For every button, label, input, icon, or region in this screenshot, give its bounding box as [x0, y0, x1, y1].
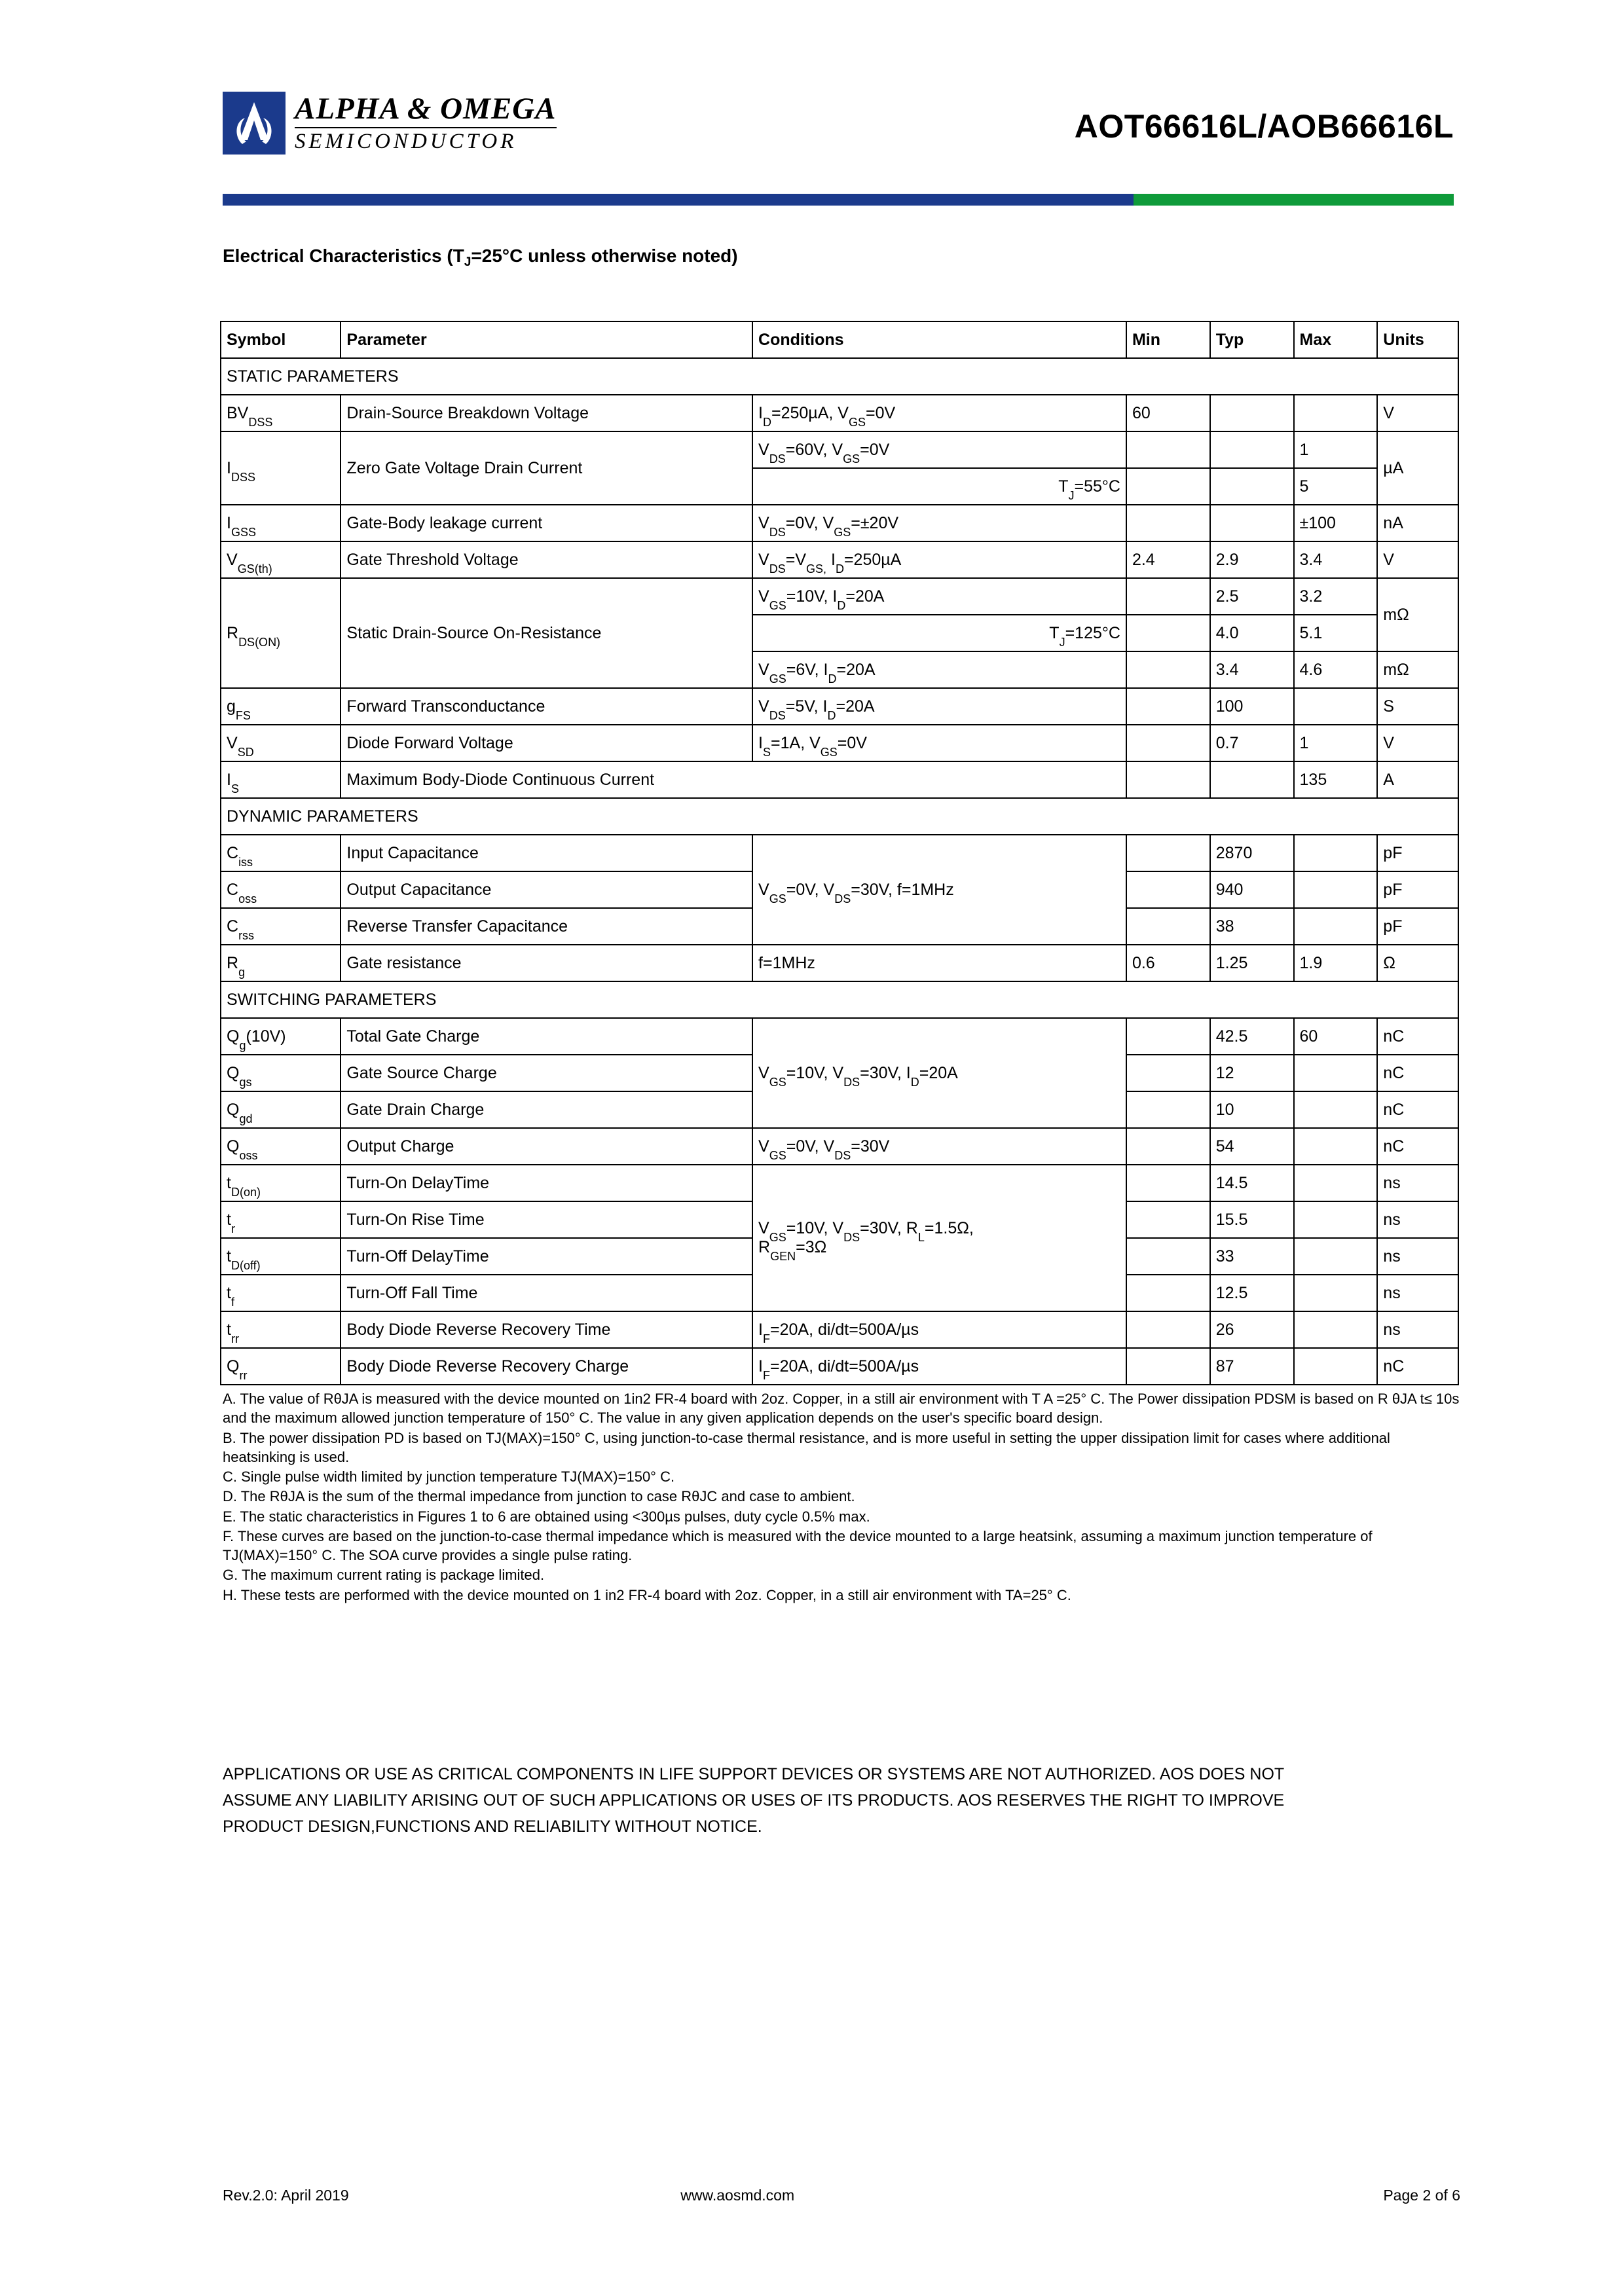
cell-max: 5 [1294, 468, 1378, 505]
cell-min: 60 [1126, 395, 1210, 431]
page-number: Page 2 of 6 [1383, 2187, 1460, 2204]
table-row [221, 1348, 1458, 1385]
cell-units: pF [1377, 908, 1458, 945]
cell-min [1126, 431, 1210, 468]
cell-units: V [1377, 541, 1458, 578]
cell-parameter: Turn-Off DelayTime [341, 1238, 752, 1275]
cell-conditions: $V_{GS}=0V$, $V_{DS}=30V$, f=1MHz [752, 835, 1126, 945]
table-row [221, 945, 1458, 981]
cell-typ [1210, 431, 1294, 468]
col-typ: Typ [1210, 321, 1294, 358]
logo-company-name: ALPHA & OMEGA [295, 92, 557, 126]
cell-typ: 10 [1210, 1091, 1294, 1128]
cell-symbol: $C_{iss}$ [221, 835, 341, 871]
cell-min [1126, 688, 1210, 725]
cell-conditions: $V_{DS}=0V$, $V_{GS}=\pm 20V$ [752, 505, 1126, 541]
cell-conditions: $V_{GS}=10V$, $V_{DS}=30V$, $I_D=20A$ [752, 1018, 1126, 1128]
cell-typ: 1.25 [1210, 945, 1294, 981]
cell-conditions: $V_{GS}=10V$, $V_{DS}=30V$, $R_L=1.5\Omega$, $R_{GEN}=3\Omega$ [752, 1165, 1126, 1311]
cell-parameter: Forward Transconductance [341, 688, 752, 725]
cell-min [1126, 1311, 1210, 1348]
logo-subtitle: SEMICONDUCTOR [295, 130, 517, 154]
cell-symbol: $Q_{rr}$ [221, 1348, 341, 1385]
cell-max [1294, 1238, 1378, 1275]
cell-conditions: $V_{GS}=6V$, $I_D=20A$ [752, 651, 1126, 688]
alpha-omega-logo-icon [223, 92, 286, 155]
cell-conditions: $I_F=20A$, di/dt=500A/µs [752, 1311, 1126, 1348]
table-group-row [221, 981, 1458, 1018]
table-header-row [221, 321, 1458, 358]
cell-parameter: Turn-Off Fall Time [341, 1275, 752, 1311]
revision-text: Rev.2.0: April 2019 [223, 2187, 349, 2204]
footnote-c: C. Single pulse width limited by junction temperature TJ(MAX)=150° C. [223, 1468, 675, 1485]
footnote-a: A. The value of RθJA is measured with the device mounted on 1in2 FR-4 board with 2oz. Copper, in a still air environment with T A =25° C. The Power dissipation PDSM is based on R θJA t≤ 10s and the maximum allowed junction temperature of 150° C. The value in any given application depends on the user's specific board design. [223, 1391, 1460, 1427]
cell-parameter: Gate Threshold Voltage [341, 541, 752, 578]
header-color-bar [223, 194, 1454, 206]
cell-symbol: $BV_{DSS}$ [221, 395, 341, 431]
cell-parameter: Static Drain-Source On-Resistance [341, 578, 752, 688]
cell-parameter: Total Gate Charge [341, 1018, 752, 1055]
cell-typ: 12.5 [1210, 1275, 1294, 1311]
cell-units: pF [1377, 835, 1458, 871]
cell-units: mΩ [1377, 578, 1458, 651]
cell-min [1126, 578, 1210, 615]
electrical-characteristics-table [220, 321, 1459, 1385]
table-row [221, 835, 1458, 871]
footnote-d: D. The RθJA is the sum of the thermal impedance from junction to case RθJC and case to ambient. [223, 1488, 855, 1505]
cell-max: 3.4 [1294, 541, 1378, 578]
cell-units: nC [1377, 1128, 1458, 1165]
cell-min: 2.4 [1126, 541, 1210, 578]
cell-conditions: $V_{GS}=10V$, $I_D=20A$ [752, 578, 1126, 615]
cell-typ: 15.5 [1210, 1201, 1294, 1238]
page-title-pre: Electrical Characteristics (T [223, 246, 464, 266]
table-group-row [221, 358, 1458, 395]
cell-units: µA [1377, 431, 1458, 505]
cell-typ: 87 [1210, 1348, 1294, 1385]
table-row [221, 431, 1458, 468]
cell-units: nC [1377, 1091, 1458, 1128]
page-title-sub: J [464, 255, 471, 269]
cell-typ: 3.4 [1210, 651, 1294, 688]
cell-min [1126, 1091, 1210, 1128]
cell-symbol: $Q_{oss}$ [221, 1128, 341, 1165]
cell-max [1294, 835, 1378, 871]
cell-max: 1 [1294, 431, 1378, 468]
cell-max [1294, 871, 1378, 908]
table-row [221, 1165, 1458, 1201]
cell-symbol: $t_{rr}$ [221, 1311, 341, 1348]
cell-min [1126, 651, 1210, 688]
cell-units: V [1377, 725, 1458, 761]
cell-max: 5.1 [1294, 615, 1378, 651]
cell-parameter: Drain-Source Breakdown Voltage [341, 395, 752, 431]
page-footer [223, 2187, 1460, 2204]
cell-typ: 14.5 [1210, 1165, 1294, 1201]
cell-units: ns [1377, 1238, 1458, 1275]
footnote-f: F. These curves are based on the junction-to-case thermal impedance which is measured with the device mounted to a large heatsink, assuming a maximum junction temperature of TJ(MAX)=150° C. The SOA curve provides a single pulse rating. [223, 1527, 1373, 1563]
cell-parameter: Output Charge [341, 1128, 752, 1165]
cell-min [1126, 1348, 1210, 1385]
cell-max [1294, 1201, 1378, 1238]
legal-disclaimer [223, 1761, 1460, 1840]
cell-max [1294, 908, 1378, 945]
table-row [221, 1018, 1458, 1055]
cell-units: A [1377, 761, 1458, 798]
table-row [221, 541, 1458, 578]
cell-conditions: $V_{GS}=0V$, $V_{DS}=30V$ [752, 1128, 1126, 1165]
cell-typ: 0.7 [1210, 725, 1294, 761]
cell-parameter: Body Diode Reverse Recovery Time [341, 1311, 752, 1348]
cell-min [1126, 761, 1210, 798]
cell-typ: 54 [1210, 1128, 1294, 1165]
cell-max [1294, 1055, 1378, 1091]
cell-parameter: Turn-On DelayTime [341, 1165, 752, 1201]
table-row [221, 761, 1458, 798]
cell-symbol: $t_r$ [221, 1201, 341, 1238]
cell-conditions: $V_{DS}=60V$, $V_{GS}=0V$ [752, 431, 1126, 468]
col-parameter: Parameter [341, 321, 752, 358]
table-row [221, 1128, 1458, 1165]
cell-max: 1.9 [1294, 945, 1378, 981]
cell-parameter: Turn-On Rise Time [341, 1201, 752, 1238]
disclaimer-line-3: PRODUCT DESIGN,FUNCTIONS AND RELIABILITY WITHOUT NOTICE. [223, 1817, 762, 1836]
cell-units: ns [1377, 1311, 1458, 1348]
cell-typ: 42.5 [1210, 1018, 1294, 1055]
cell-symbol: $R_g$ [221, 945, 341, 981]
cell-symbol: $t_{D(off)}$ [221, 1238, 341, 1275]
cell-symbol: $g_{FS}$ [221, 688, 341, 725]
page-header [223, 92, 1454, 177]
cell-symbol: $Q_{gd}$ [221, 1091, 341, 1128]
cell-parameter: Gate Source Charge [341, 1055, 752, 1091]
cell-symbol: $C_{oss}$ [221, 871, 341, 908]
table-row [221, 725, 1458, 761]
cell-symbol: $I_S$ [221, 761, 341, 798]
footnote-h: H. These tests are performed with the device mounted on 1 in2 FR-4 board with 2oz. Copper, in a still air environment with TA=25° C. [223, 1586, 1071, 1603]
group-switching-parameters: SWITCHING PARAMETERS [221, 981, 1458, 1018]
website-link[interactable]: www.aosmd.com [680, 2187, 795, 2204]
cell-symbol: $V_{SD}$ [221, 725, 341, 761]
cell-parameter: Gate-Body leakage current [341, 505, 752, 541]
page-title-post: =25°C unless otherwise noted) [471, 246, 738, 266]
cell-max: 3.2 [1294, 578, 1378, 615]
cell-units: ns [1377, 1275, 1458, 1311]
cell-max [1294, 1311, 1378, 1348]
cell-units: mΩ [1377, 651, 1458, 688]
cell-symbol: $t_{D(on)}$ [221, 1165, 341, 1201]
cell-min [1126, 468, 1210, 505]
cell-min [1126, 1128, 1210, 1165]
cell-conditions: $I_D=250\mu A$, $V_{GS}=0V$ [752, 395, 1126, 431]
cell-units: S [1377, 688, 1458, 725]
col-symbol: Symbol [221, 321, 341, 358]
cell-units: nA [1377, 505, 1458, 541]
cell-max: 1 [1294, 725, 1378, 761]
cell-max [1294, 1091, 1378, 1128]
cell-conditions: $I_F=20A$, di/dt=500A/µs [752, 1348, 1126, 1385]
cell-max: 60 [1294, 1018, 1378, 1055]
cell-units: nC [1377, 1018, 1458, 1055]
logo-divider [295, 127, 557, 128]
cell-typ: 2.5 [1210, 578, 1294, 615]
cell-typ: 2.9 [1210, 541, 1294, 578]
col-min: Min [1126, 321, 1210, 358]
cell-max: ±100 [1294, 505, 1378, 541]
cell-parameter: Body Diode Reverse Recovery Charge [341, 1348, 752, 1385]
group-dynamic-parameters: DYNAMIC PARAMETERS [221, 798, 1458, 835]
cell-max: 135 [1294, 761, 1378, 798]
cell-conditions: $I_S=1A$, $V_{GS}=0V$ [752, 725, 1126, 761]
cell-typ [1210, 505, 1294, 541]
company-logo [223, 92, 557, 155]
footnote-b: B. The power dissipation PD is based on TJ(MAX)=150° C, using junction-to-case thermal resistance, and is more useful in setting the upper dissipation limit for cases where additional heatsinking is used. [223, 1429, 1390, 1465]
cell-symbol: $V_{GS(th)}$ [221, 541, 341, 578]
cell-symbol: $C_{rss}$ [221, 908, 341, 945]
cell-min [1126, 835, 1210, 871]
cell-conditions: $T_J=55^\circ C$ [752, 468, 1126, 505]
cell-parameter: Reverse Transfer Capacitance [341, 908, 752, 945]
table-row [221, 505, 1458, 541]
cell-typ: 12 [1210, 1055, 1294, 1091]
table-row [221, 688, 1458, 725]
header-bar-green [1134, 194, 1454, 206]
cell-min [1126, 615, 1210, 651]
group-static-parameters: STATIC PARAMETERS [221, 358, 1458, 395]
footnotes [223, 1389, 1460, 1605]
cell-typ [1210, 468, 1294, 505]
cell-typ [1210, 761, 1294, 798]
table-group-row [221, 798, 1458, 835]
cell-typ: 33 [1210, 1238, 1294, 1275]
cell-conditions: $V_{DS}=V_{GS,}$ $I_D=250\mu A$ [752, 541, 1126, 578]
col-units: Units [1377, 321, 1458, 358]
cell-parameter: Input Capacitance [341, 835, 752, 871]
cell-max [1294, 1128, 1378, 1165]
cell-min: 0.6 [1126, 945, 1210, 981]
col-max: Max [1294, 321, 1378, 358]
cell-typ: 38 [1210, 908, 1294, 945]
cell-max [1294, 395, 1378, 431]
cell-max: 4.6 [1294, 651, 1378, 688]
cell-min [1126, 1055, 1210, 1091]
cell-symbol: $t_f$ [221, 1275, 341, 1311]
cell-min [1126, 1018, 1210, 1055]
cell-parameter: Gate resistance [341, 945, 752, 981]
cell-typ: 26 [1210, 1311, 1294, 1348]
header-bar-blue [223, 194, 1134, 206]
table-row [221, 1311, 1458, 1348]
cell-parameter: Zero Gate Voltage Drain Current [341, 431, 752, 505]
page-title [223, 246, 738, 269]
cell-min [1126, 1165, 1210, 1201]
footnote-e: E. The static characteristics in Figures 1 to 6 are obtained using <300µs pulses, duty cycle 0.5% max. [223, 1508, 870, 1525]
table-row [221, 395, 1458, 431]
col-conditions: Conditions [752, 321, 1126, 358]
cell-min [1126, 1238, 1210, 1275]
cell-units: pF [1377, 871, 1458, 908]
cell-symbol: $I_{DSS}$ [221, 431, 341, 505]
disclaimer-line-2: ASSUME ANY LIABILITY ARISING OUT OF SUCH APPLICATIONS OR USES OF ITS PRODUCTS. AOS RESERVES THE RIGHT TO IMPROVE [223, 1791, 1285, 1810]
cell-symbol: $I_{GSS}$ [221, 505, 341, 541]
cell-max [1294, 1165, 1378, 1201]
cell-symbol: $Q_{gs}$ [221, 1055, 341, 1091]
cell-conditions: $T_J=125^\circ C$ [752, 615, 1126, 651]
cell-max [1294, 1348, 1378, 1385]
cell-min [1126, 505, 1210, 541]
cell-units: V [1377, 395, 1458, 431]
cell-units: nC [1377, 1055, 1458, 1091]
cell-min [1126, 908, 1210, 945]
cell-symbol: $R_{DS(ON)}$ [221, 578, 341, 688]
cell-symbol: $Q_g(10V)$ [221, 1018, 341, 1055]
cell-min [1126, 725, 1210, 761]
footnote-g: G. The maximum current rating is package limited. [223, 1567, 545, 1584]
table-row [221, 578, 1458, 615]
cell-typ: 940 [1210, 871, 1294, 908]
cell-parameter: Diode Forward Voltage [341, 725, 752, 761]
cell-typ: 100 [1210, 688, 1294, 725]
cell-conditions: $V_{DS}=5V$, $I_D=20A$ [752, 688, 1126, 725]
cell-min [1126, 1201, 1210, 1238]
cell-units: Ω [1377, 945, 1458, 981]
cell-typ [1210, 395, 1294, 431]
part-number-title: AOT66616L/AOB66616L [1074, 108, 1454, 145]
cell-units: nC [1377, 1348, 1458, 1385]
cell-typ: 2870 [1210, 835, 1294, 871]
cell-parameter: Output Capacitance [341, 871, 752, 908]
cell-max [1294, 1275, 1378, 1311]
cell-units: ns [1377, 1201, 1458, 1238]
cell-max [1294, 688, 1378, 725]
cell-parameter: Maximum Body-Diode Continuous Current [341, 761, 1126, 798]
disclaimer-line-1: APPLICATIONS OR USE AS CRITICAL COMPONENTS IN LIFE SUPPORT DEVICES OR SYSTEMS ARE NOT AUTHORIZED. AOS DOES NOT [223, 1765, 1285, 1783]
cell-min [1126, 1275, 1210, 1311]
cell-parameter: Gate Drain Charge [341, 1091, 752, 1128]
cell-typ: 4.0 [1210, 615, 1294, 651]
cell-conditions: f=1MHz [752, 945, 1126, 981]
cell-units: ns [1377, 1165, 1458, 1201]
cell-min [1126, 871, 1210, 908]
